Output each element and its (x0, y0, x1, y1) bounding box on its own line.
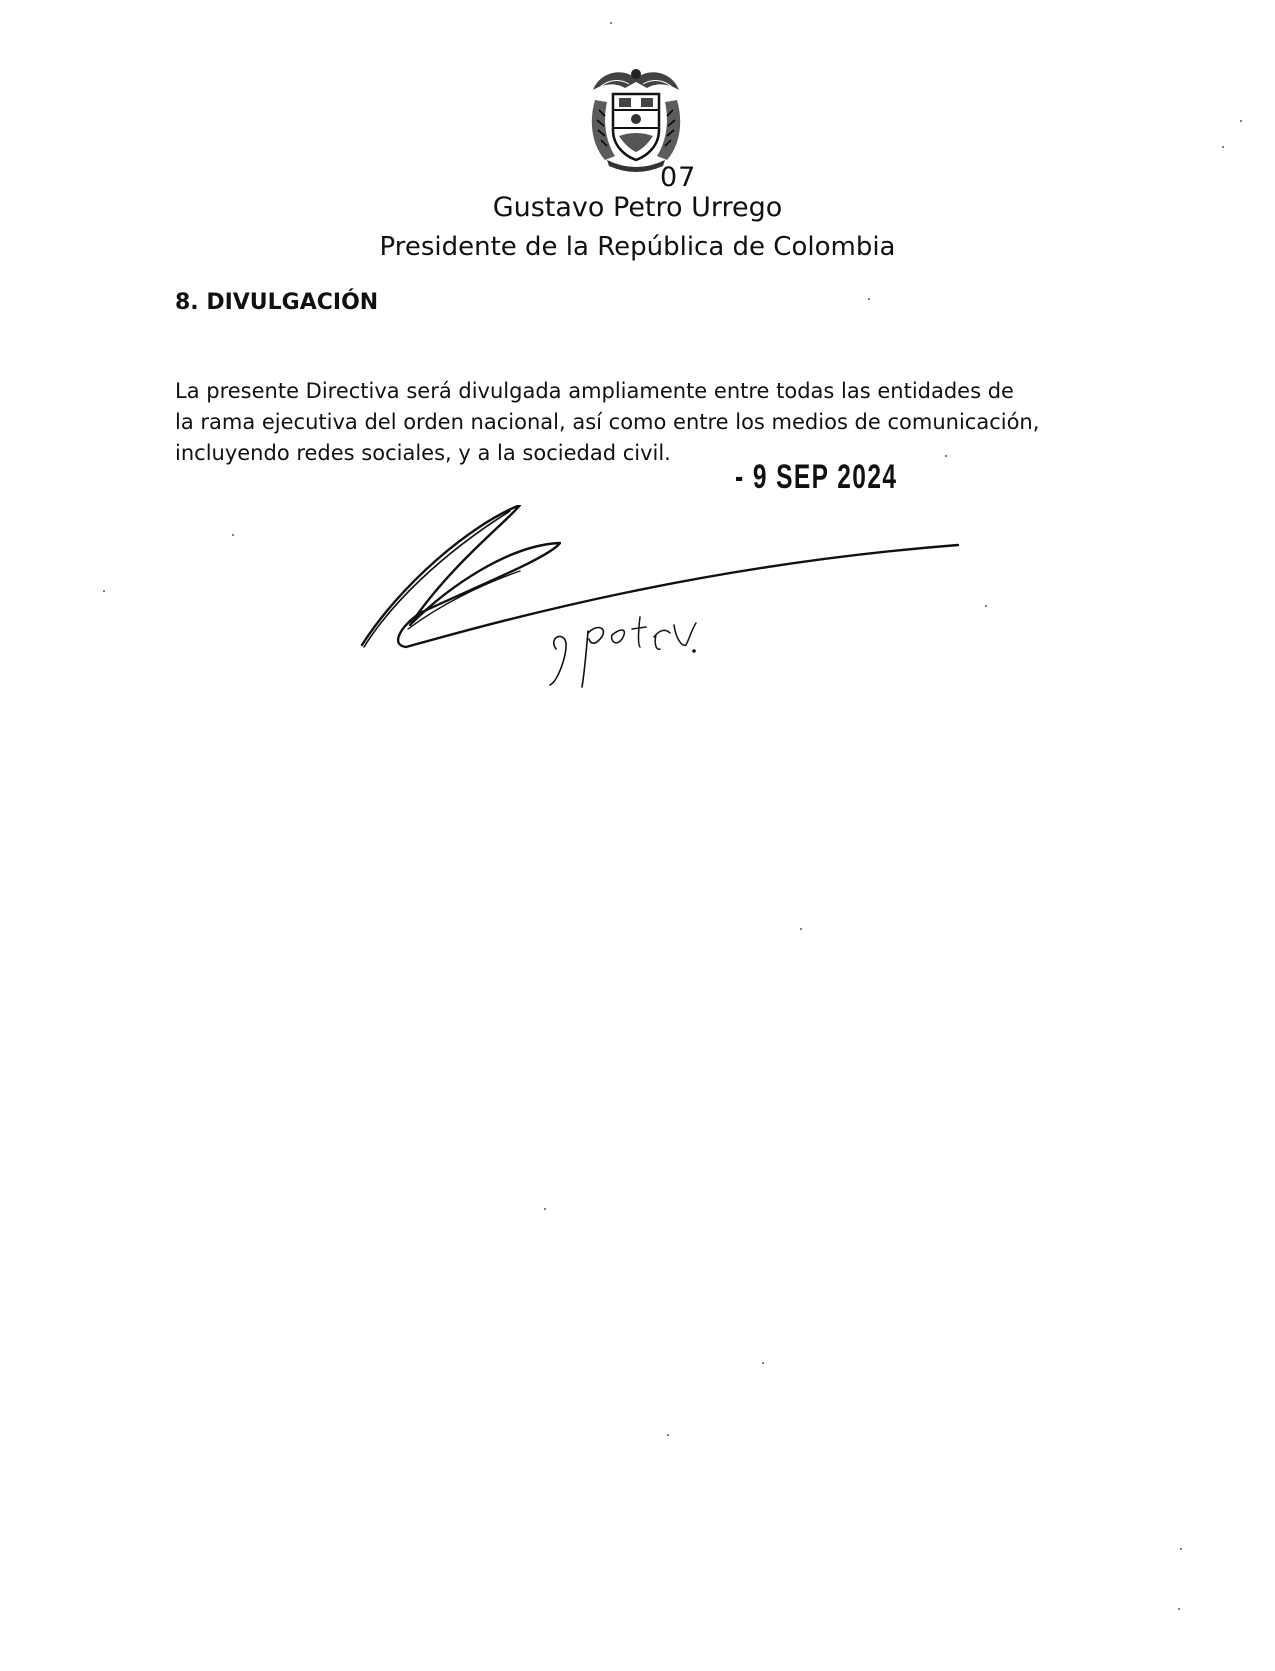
scan-speck (868, 298, 870, 300)
scan-speck (1180, 1548, 1182, 1550)
date-stamp: - 9 SEP 2024 (735, 458, 898, 496)
signature-icon (360, 505, 1020, 735)
scan-speck (1222, 146, 1224, 148)
paragraph-line: incluyendo redes sociales, y a la sociedad civil. (175, 441, 671, 465)
scan-speck (667, 1434, 669, 1436)
section-heading: 8. DIVULGACIÓN (175, 290, 379, 315)
paragraph-line: la rama ejecutiva del orden nacional, así como entre los medios de comunicación, (175, 410, 1040, 434)
scan-speck (800, 928, 802, 930)
scan-speck (945, 455, 947, 457)
scan-speck (1178, 1608, 1180, 1610)
scan-speck (610, 22, 612, 24)
scan-speck (544, 1208, 546, 1210)
coat-of-arms-icon (585, 60, 687, 172)
scan-speck (985, 605, 987, 607)
president-title: Presidente de la República de Colombia (379, 232, 896, 262)
section-paragraph (175, 376, 1110, 469)
scan-speck (103, 590, 105, 592)
paragraph-line: La presente Directiva será divulgada ampliamente entre todas las entidades de (175, 379, 1014, 403)
president-name: Gustavo Petro Urrego (492, 192, 783, 223)
scan-speck (1240, 120, 1242, 122)
scan-speck (762, 1362, 764, 1364)
scan-speck (232, 534, 234, 536)
document-number: 07 (660, 162, 697, 193)
